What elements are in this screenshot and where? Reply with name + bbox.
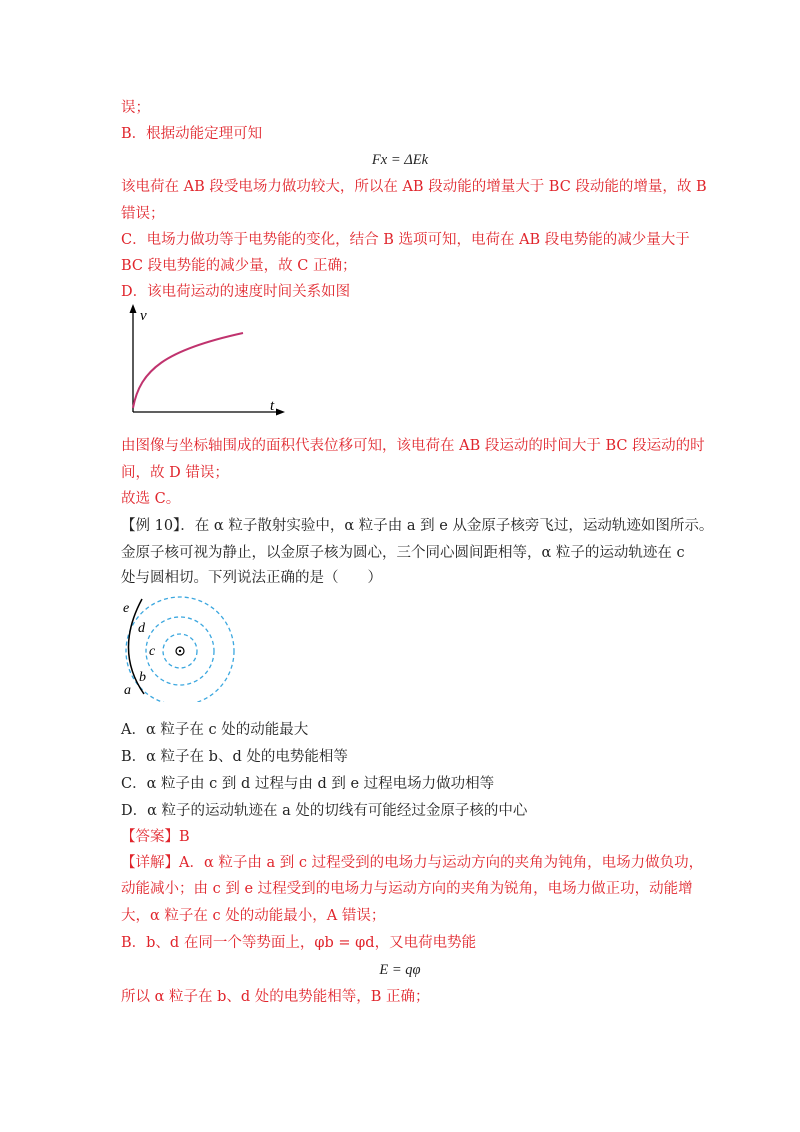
answer-line: 【答案】B [121,829,190,845]
v-axis-arrow [130,304,137,313]
label-a: a [124,683,131,698]
outer-circle [126,597,234,702]
text-line: 故选 C。 [121,491,181,507]
explanation-line: 【详解】A．α 粒子由 a 到 c 过程受到的电场力与运动方向的夹角为钝角，电场力做负功， [121,855,704,871]
nucleus-center [179,650,181,652]
option-b: B．α 粒子在 b、d 处的电势能相等 [121,749,348,765]
text-line: C．电场力做功等于电势能的变化，结合 B 选项可知，电荷在 AB 段电势能的减少量大于 [121,232,690,248]
text-line: 错误； [121,206,165,222]
question-stem: 金原子核可视为静止，以金原子核为圆心，三个同心圆间距相等，α 粒子的运动轨迹在 c [121,545,685,561]
formula-work-energy: Fx = ΔEk [371,152,429,168]
text-line: 由图像与坐标轴围成的面积代表位移可知，该电荷在 AB 段运动的时间大于 BC 段运动的时 [121,438,705,454]
label-d: d [138,621,145,636]
label-b: b [139,670,146,685]
option-a: A．α 粒子在 c 处的动能最大 [121,722,309,738]
text-line: 误； [121,100,150,116]
explanation-line: 大，α 粒子在 c 处的动能最小，A 错误； [121,908,386,924]
alpha-scattering-diagram [118,596,248,702]
question-stem: 处与圆相切。下列说法正确的是（ ） [121,570,382,586]
velocity-curve [133,333,243,408]
text-line: B．根据动能定理可知 [121,126,263,142]
formula-potential-energy: E = qφ [379,962,421,978]
option-d: D．α 粒子的运动轨迹在 a 处的切线有可能经过金原子核的中心 [121,803,528,819]
option-c: C．α 粒子由 c 到 d 过程与由 d 到 e 过程电场力做功相等 [121,776,495,792]
label-e: e [123,601,130,616]
text-line: D．该电荷运动的速度时间关系如图 [121,284,351,300]
explanation-line: 所以 α 粒子在 b、d 处的电势能相等，B 正确； [121,989,430,1005]
text-line: 该电荷在 AB 段受电场力做功较大，所以在 AB 段动能的增量大于 BC 段动能的增量，故 B [121,179,707,195]
explanation-line: B．b、d 在同一个等势面上，φb = φd，又电荷电势能 [121,935,477,951]
label-c: c [149,644,156,659]
text-line: 间，故 D 错误； [121,465,229,481]
t-label: t [270,398,275,414]
question-stem: 【例 10】．在 α 粒子散射实验中，α 粒子由 a 到 e 从金原子核旁飞过，运动轨迹如图所示。 [121,518,714,534]
text-line: BC 段电势能的减少量，故 C 正确； [121,258,357,274]
velocity-time-graph [120,300,295,425]
t-axis-arrow [276,409,285,416]
explanation-line: 动能减小；由 c 到 e 过程受到的电场力与运动方向的夹角为锐角，电场力做正功，动能增 [121,881,693,897]
v-label: v [140,308,147,324]
